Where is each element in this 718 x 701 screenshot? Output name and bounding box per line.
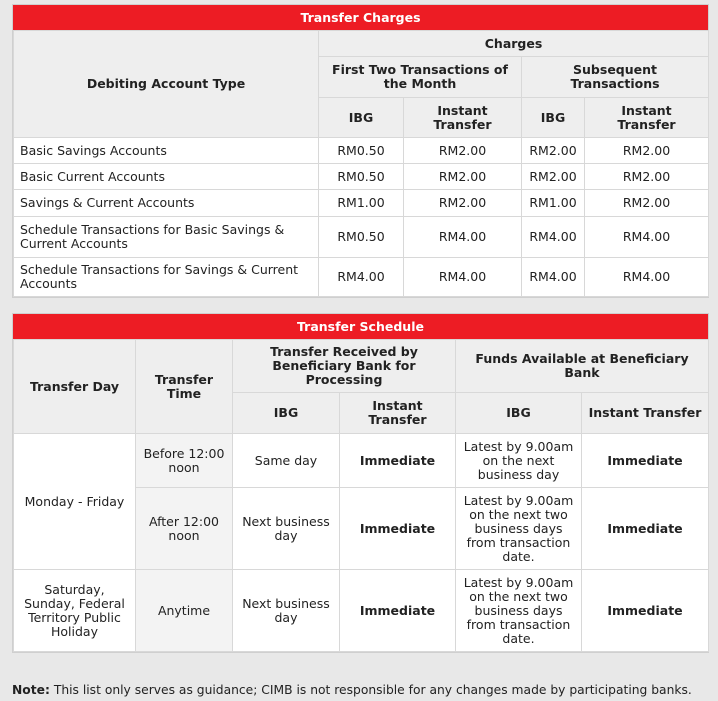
table-row [14, 434, 709, 488]
charge-value: RM1.00 [319, 190, 404, 217]
charge-value: RM2.00 [585, 138, 709, 164]
charge-value: RM1.00 [522, 190, 585, 217]
header-received: Transfer Received by Beneficiary Bank for Processing [233, 340, 456, 393]
header-instant-transfer: Instant Transfer [340, 393, 456, 434]
header-ibg: IBG [456, 393, 582, 434]
charge-value: RM2.00 [522, 138, 585, 164]
header-transfer-day: Transfer Day [14, 340, 136, 434]
transfer-time: After 12:00 noon [136, 488, 233, 570]
available-ibg: Latest by 9.00am on the next business day [456, 434, 582, 488]
header-first-two: First Two Transactions of the Month [319, 57, 522, 98]
table-row [14, 164, 709, 190]
note-text: This list only serves as guidance; CIMB is not responsible for any changes made by participating banks. [53, 683, 692, 697]
charge-value: RM0.50 [319, 164, 404, 190]
transfer-charges-panel [12, 4, 709, 298]
charge-value: RM4.00 [404, 217, 522, 258]
header-instant-transfer: Instant Transfer [585, 98, 709, 138]
charge-value: RM4.00 [319, 258, 404, 297]
charge-value: RM2.00 [585, 190, 709, 217]
transfer-charges-title: Transfer Charges [13, 5, 708, 30]
charge-value: RM2.00 [404, 164, 522, 190]
charge-value: RM4.00 [585, 258, 709, 297]
charge-value: RM4.00 [522, 258, 585, 297]
available-ibg: Latest by 9.00am on the next two business days from transaction date. [456, 488, 582, 570]
header-subsequent: Subsequent Transactions [522, 57, 709, 98]
account-type: Basic Savings Accounts [14, 138, 319, 164]
header-ibg: IBG [319, 98, 404, 138]
account-type: Schedule Transactions for Savings & Current Accounts [14, 258, 319, 297]
received-ibg: Next business day [233, 488, 340, 570]
table-row [14, 190, 709, 217]
account-type: Basic Current Accounts [14, 164, 319, 190]
received-instant: Immediate [340, 434, 456, 488]
received-ibg: Next business day [233, 570, 340, 652]
header-ibg: IBG [522, 98, 585, 138]
charge-value: RM0.50 [319, 217, 404, 258]
table-row [14, 217, 709, 258]
header-available: Funds Available at Beneficiary Bank [456, 340, 709, 393]
weekend-label: Saturday, Sunday, Federal Territory Public Holiday [14, 570, 136, 652]
charge-value: RM2.00 [522, 164, 585, 190]
weekday-label: Monday - Friday [14, 434, 136, 570]
received-instant: Immediate [340, 488, 456, 570]
note-label: Note: [12, 683, 50, 697]
available-instant: Immediate [582, 488, 709, 570]
header-instant-transfer: Instant Transfer [404, 98, 522, 138]
header-ibg: IBG [233, 393, 340, 434]
transfer-schedule-title: Transfer Schedule [13, 314, 708, 339]
table-row [14, 570, 709, 652]
header-transfer-time: Transfer Time [136, 340, 233, 434]
charge-value: RM4.00 [585, 217, 709, 258]
charge-value: RM0.50 [319, 138, 404, 164]
received-ibg: Same day [233, 434, 340, 488]
table-row [14, 258, 709, 297]
charge-value: RM2.00 [585, 164, 709, 190]
received-instant: Immediate [340, 570, 456, 652]
header-account-type: Debiting Account Type [14, 31, 319, 138]
account-type: Schedule Transactions for Basic Savings & Current Accounts [14, 217, 319, 258]
account-type: Savings & Current Accounts [14, 190, 319, 217]
header-instant-transfer: Instant Transfer [582, 393, 709, 434]
available-instant: Immediate [582, 434, 709, 488]
charge-value: RM4.00 [404, 258, 522, 297]
charge-value: RM2.00 [404, 138, 522, 164]
charge-value: RM2.00 [404, 190, 522, 217]
transfer-schedule-panel [12, 313, 709, 653]
transfer-time: Before 12:00 noon [136, 434, 233, 488]
transfer-time: Anytime [136, 570, 233, 652]
available-ibg: Latest by 9.00am on the next two business days from transaction date. [456, 570, 582, 652]
transfer-charges-table [13, 30, 709, 297]
charge-value: RM4.00 [522, 217, 585, 258]
header-charges: Charges [319, 31, 709, 57]
available-instant: Immediate [582, 570, 709, 652]
table-row [14, 138, 709, 164]
transfer-schedule-table [13, 339, 709, 652]
disclaimer-note [12, 683, 692, 697]
